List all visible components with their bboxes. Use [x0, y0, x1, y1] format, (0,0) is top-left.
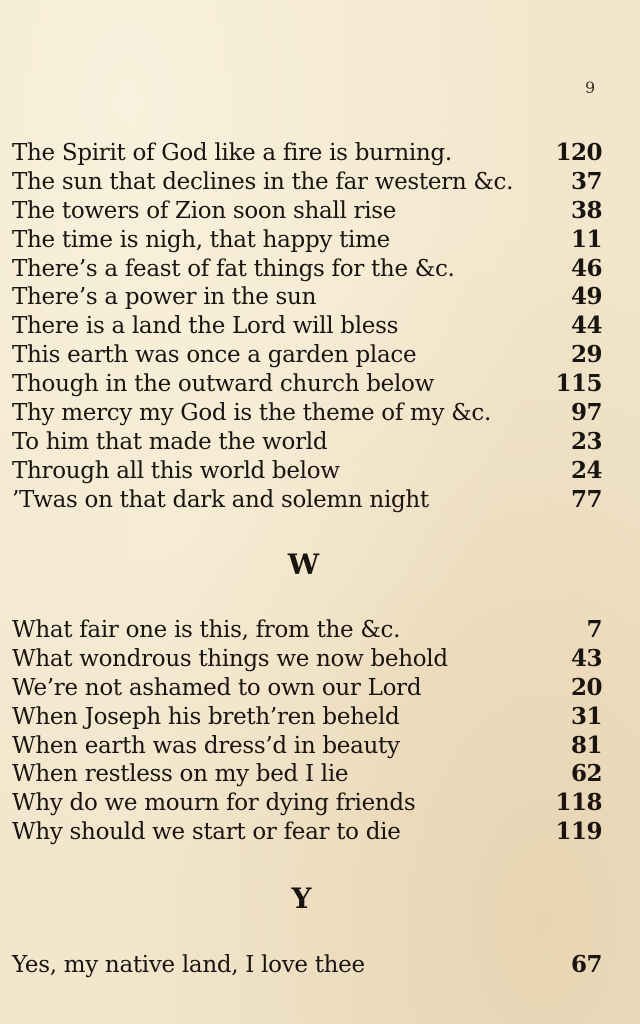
entry-page-number: 118 [555, 789, 602, 817]
entry-title: This earth was once a garden place [12, 342, 417, 369]
index-entry [12, 341, 602, 370]
index-section-y [12, 951, 602, 980]
entry-page-number: 119 [555, 818, 602, 846]
entry-page-number: 7 [586, 616, 602, 643]
entry-page-number: 120 [555, 139, 602, 166]
index-entry [12, 139, 602, 168]
index-entry [12, 674, 602, 703]
entry-title: Yes, my native land, I love thee [12, 952, 365, 978]
index-entry [12, 951, 602, 980]
entry-title: The time is nigh, that happy time [12, 226, 390, 253]
index-entry [12, 283, 602, 312]
index-entry [12, 312, 602, 341]
index-entry [12, 255, 602, 284]
entry-title: ’Twas on that dark and solemn night [12, 486, 429, 513]
index-entry [12, 789, 602, 818]
entry-page-number: 37 [570, 167, 602, 195]
index-section-t [12, 139, 602, 515]
entry-page-number: 62 [570, 760, 602, 788]
entry-page-number: 20 [570, 673, 602, 701]
entry-title: Why do we mourn for dying friends [12, 790, 416, 817]
index-section-w [12, 616, 602, 847]
entry-title: The towers of Zion soon shall rise [12, 197, 397, 224]
index-entry [12, 645, 602, 674]
entry-page-number: 97 [570, 399, 602, 427]
entry-title: There’s a feast of fat things for the &c. [12, 255, 455, 282]
section-heading-w: W [287, 548, 321, 581]
section-heading-y: Y [291, 882, 313, 915]
index-entry [12, 703, 602, 732]
entry-page-number: 24 [570, 456, 602, 484]
entry-title: What wondrous things we now behold [12, 645, 448, 672]
entry-title: Why should we start or fear to die [12, 819, 401, 846]
index-entry [12, 399, 602, 428]
index-entry [12, 226, 602, 255]
entry-page-number: 49 [570, 283, 602, 311]
index-entry [12, 818, 602, 847]
entry-title: There’s a power in the sun [12, 284, 317, 311]
index-entry [12, 732, 602, 761]
index-entry [12, 428, 602, 457]
entry-page-number: 11 [570, 225, 602, 253]
entry-title: Thy mercy my God is the theme of my &c. [12, 400, 492, 427]
entry-page-number: 31 [570, 702, 602, 730]
entry-title: Though in the outward church below [12, 371, 434, 398]
entry-title: The Spirit of God like a fire is burning. [12, 140, 452, 166]
entry-title: The sun that declines in the far western &c. [12, 168, 514, 195]
entry-page-number: 81 [570, 731, 602, 759]
entry-title: When earth was dress’d in beauty [12, 732, 400, 759]
entry-title: Through all this world below [12, 457, 340, 484]
index-entry [12, 760, 602, 789]
entry-page-number: 115 [555, 370, 602, 398]
entry-page-number: 29 [570, 341, 602, 369]
index-entry [12, 486, 602, 515]
entry-title: When Joseph his breth’ren beheld [12, 703, 400, 730]
entry-page-number: 67 [570, 951, 602, 978]
entry-title: We’re not ashamed to own our Lord [12, 674, 422, 701]
entry-page-number: 23 [570, 427, 602, 455]
entry-title: What fair one is this, from the &c. [12, 617, 401, 643]
entry-title: When restless on my bed I lie [12, 761, 349, 788]
index-entry [12, 168, 602, 197]
entry-page-number: 77 [570, 485, 602, 513]
index-entry [12, 197, 602, 226]
index-entry [12, 370, 602, 399]
index-entry [12, 616, 602, 645]
index-entry [12, 457, 602, 486]
page-mark: 9 [585, 78, 596, 97]
entry-title: There is a land the Lord will bless [12, 313, 399, 340]
entry-page-number: 46 [570, 254, 602, 282]
entry-page-number: 44 [570, 312, 602, 340]
entry-page-number: 38 [570, 196, 602, 224]
entry-page-number: 43 [570, 644, 602, 672]
entry-title: To him that made the world [12, 428, 328, 455]
